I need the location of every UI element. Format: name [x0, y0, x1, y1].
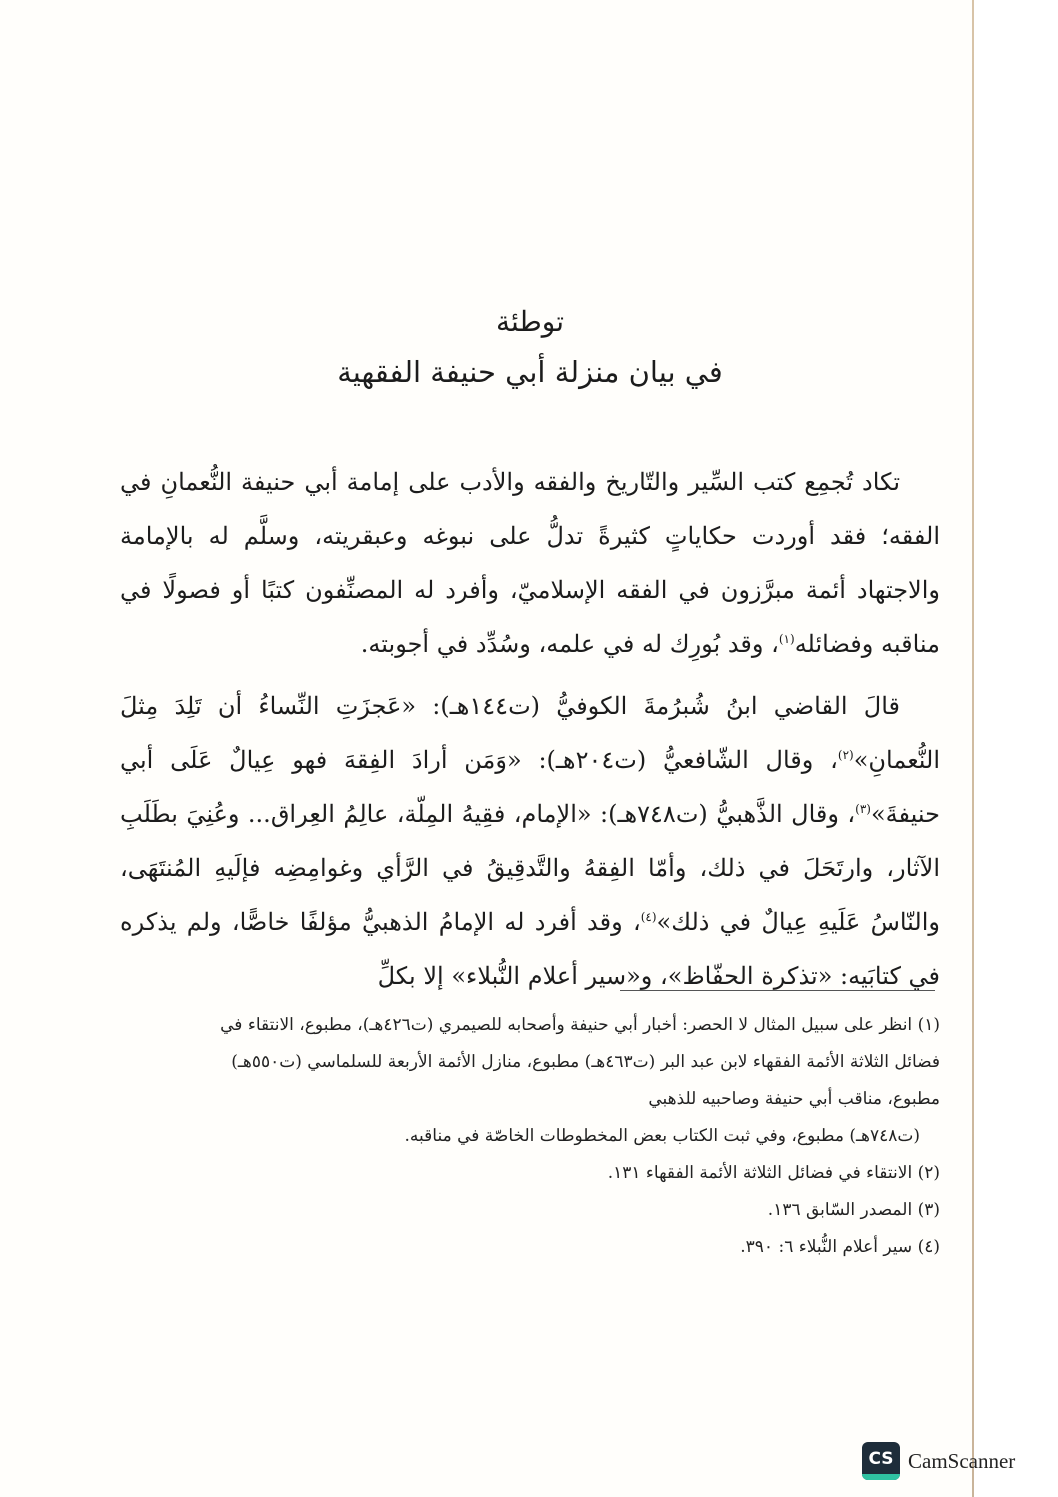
- footnote-number: (٤): [917, 1237, 940, 1257]
- footnote-text: المصدر السّابق ١٣٦.: [767, 1200, 913, 1220]
- footnote-1: [180, 1007, 940, 1118]
- page-subtitle: في بيان منزلة أبي حنيفة الفقهية: [337, 355, 723, 389]
- footnote-ref-1[interactable]: (١): [778, 632, 795, 646]
- paragraph-1: [120, 455, 940, 671]
- footnote-text: انظر على سبيل المثال لا الحصر: أخبار أبي حنيفة وأصحابه للصيمري (ت٤٢٦هـ)، مطبوع، الانتقاء في فضائل الثلاثة الأئمة الفقهاء لابن عبد البر (ت٤٦٣هـ) مطبوع، منازل الأئمة الأربعة للسلماسي (ت٥٥٠هـ) مطبوع، مناقب أبي حنيفة وصاحبيه للذهبي: [220, 1015, 940, 1109]
- camscanner-watermark: [862, 1442, 1015, 1480]
- paragraph-1-text-a: تكاد تُجمِع كتب السِّير والتّاريخ والفقه والأدب على إمامة أبي حنيفة النُّعمانِ في الفقه؛ فقد أوردت حكاياتٍ كثيرةً تدلُّ على نبوغه وعبقريته، وسلَّم له بالإمامة والاجتهاد أئمة مبرَّزون في الفقه الإسلاميّ، وأفرد له المصنِّفون كتبًا أو فصولًا في مناقبه وفضائله: [120, 468, 940, 658]
- footnote-ref-2[interactable]: (٢): [837, 748, 854, 762]
- camscanner-logo-icon: CS: [862, 1442, 900, 1480]
- footnote-number: (٢): [917, 1163, 940, 1183]
- paragraph-2-text-a: قالَ القاضي ابنُ شُبرُمةَ الكوفيُّ (ت١٤٤هـ): «عَجزَتِ النِّساءُ أن تَلِدَ مِثلَ النُّعمانِ»: [120, 692, 940, 774]
- paragraph-1-text-b: ، وقد بُورِك له في علمه، وسُدِّد في أجوبته.: [360, 630, 779, 658]
- footnotes: [180, 1007, 940, 1266]
- footnote-4: [180, 1229, 940, 1266]
- paragraph-2-text-d: ، وقد أفرد له الإمامُ الذهبيُّ مؤلفًا خاصًّا، ولم يذكره في كتابَيه: «تذكرة الحفّاظ»، و«سير أعلام النُّبلاء» إلا بكلِّ: [120, 908, 940, 990]
- footnote-ref-4[interactable]: (٤): [640, 910, 657, 924]
- paragraph-2-text-c: ، وقال الذَّهبيُّ (ت٧٤٨هـ): «الإمام، فقِيهُ المِلّة، عالِمُ العِراق... وعُنِيَ بطَلَبِ الآثار، وارتَحَلَ في ذلك، وأمّا الفِقهُ والتَّدقِيقُ في الرَّأي وغوامِضِه فإلَيهِ المُنتَهَى، والنّاسُ عَلَيهِ عِيالٌ في ذلك»: [120, 800, 940, 936]
- footnote-3: [180, 1192, 940, 1229]
- footnote-divider: [620, 990, 935, 991]
- footnote-1-continuation: (ت٧٤٨هـ) مطبوع، وفي ثبت الكتاب بعض المخطوطات الخاصّة في مناقبه.: [404, 1126, 920, 1146]
- body-text: [120, 455, 940, 1003]
- footnote-text: الانتقاء في فضائل الثلاثة الأئمة الفقهاء ١٣١.: [607, 1163, 913, 1183]
- paragraph-2-text-b: ، وقال الشّافعيُّ (ت٢٠٤هـ): «وَمَن أرادَ الفِقهَ فهو عِيالٌ عَلَى أبي حنيفةَ»: [120, 746, 940, 828]
- footnote-ref-3[interactable]: (٣): [855, 802, 871, 816]
- footnote-text: سير أعلام النُّبلاء ٦: ٣٩٠.: [740, 1237, 913, 1257]
- scan-margin: [974, 0, 1058, 1497]
- camscanner-brand: CamScanner: [908, 1448, 1016, 1473]
- paragraph-2: [120, 679, 940, 1003]
- footnote-2: [180, 1155, 940, 1192]
- footnote-number: (١): [917, 1015, 940, 1035]
- footnote-number: (٣): [917, 1200, 940, 1220]
- page-title: توطئة: [495, 305, 564, 338]
